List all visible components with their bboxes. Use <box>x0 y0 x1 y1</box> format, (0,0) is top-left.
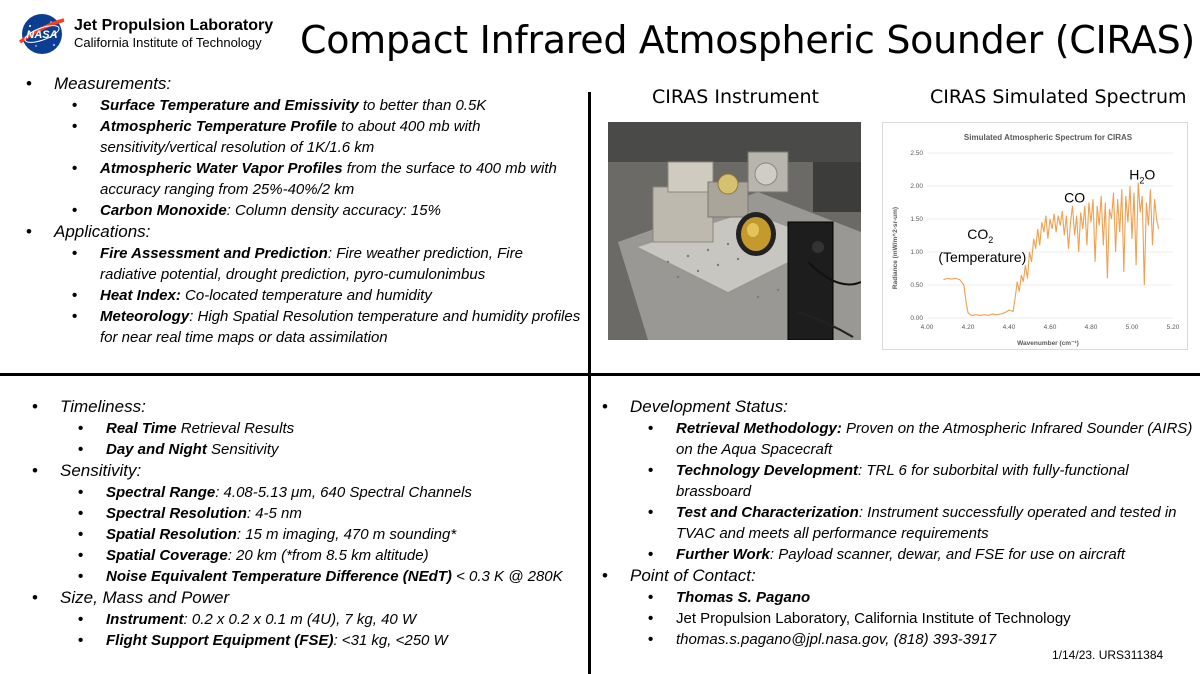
chart-title: Simulated Atmospheric Spectrum for CIRAS <box>963 133 1133 142</box>
list-item: • Test and Characterization: Instrument successfully operated and tested in TVAC and meets all performance requirements <box>602 502 1194 544</box>
list-item: • Retrieval Methodology: Proven on the Atmospheric Infrared Sounder (AIRS) on the Aqua Spacecraft <box>602 418 1194 460</box>
y-tick-label: 2.00 <box>910 183 923 190</box>
development-heading: • Development Status: <box>602 396 1194 418</box>
contact-affiliation: • Jet Propulsion Laboratory, California Institute of Technology <box>602 608 1194 629</box>
list-item: • Real Time Retrieval Results <box>32 418 582 439</box>
x-axis-label: Wavenumber (cm⁻¹) <box>1017 340 1079 347</box>
y-tick-label: 1.00 <box>910 249 923 256</box>
instrument-heading: CIRAS Instrument <box>652 86 819 108</box>
bottom-right-section <box>602 396 1194 650</box>
y-tick-label: 1.50 <box>910 216 923 223</box>
chart-annotation: $CO_2$ <box>967 225 994 245</box>
list-item: • Technology Development: TRL 6 for suborbital with fully-functional brassboard <box>602 460 1194 502</box>
list-item: • Fire Assessment and Prediction: Fire weather prediction, Fire radiative potential, drought prediction, pyro-cumulonimbus <box>26 243 582 285</box>
list-item: • Noise Equivalent Temperature Difference (NEdT) < 0.3 K @ 280K <box>32 566 582 587</box>
x-tick-label: 4.80 <box>1084 324 1098 331</box>
spectrum-chart <box>882 122 1188 350</box>
list-item: • Surface Temperature and Emissivity to better than 0.5K <box>26 95 582 116</box>
org-name: Jet Propulsion Laboratory <box>74 17 274 34</box>
x-tick-label: 4.40 <box>1002 324 1016 331</box>
top-left-section <box>26 73 582 348</box>
nasa-logo-text: NASA <box>26 29 58 41</box>
list-item: • Atmospheric Water Vapor Profiles from the surface to 400 mb with accuracy ranging from 25%-40%/2 km <box>26 158 582 200</box>
list-item: • Day and Night Sensitivity <box>32 439 582 460</box>
contact-name: • Thomas S. Pagano <box>602 587 1194 608</box>
y-tick-label: 2.50 <box>910 150 923 157</box>
applications-heading: • Applications: <box>26 221 582 243</box>
contact-heading: • Point of Contact: <box>602 565 1194 587</box>
x-tick-label: 5.20 <box>1166 324 1180 331</box>
x-tick-label: 4.60 <box>1043 324 1057 331</box>
y-tick-label: 0.50 <box>910 282 923 289</box>
sensitivity-heading: • Sensitivity: <box>32 460 582 482</box>
x-tick-label: 4.20 <box>961 324 975 331</box>
org-subtitle: California Institute of Technology <box>74 35 262 50</box>
list-item: • Atmospheric Temperature Profile to about 400 mb with sensitivity/vertical resolution of 1K/1.6 km <box>26 116 582 158</box>
measurements-heading: • Measurements: <box>26 73 582 95</box>
size-heading: • Size, Mass and Power <box>32 587 582 609</box>
spectrum-svg <box>883 123 1189 351</box>
timeliness-heading: • Timeliness: <box>32 396 582 418</box>
list-item: • Carbon Monoxide: Column density accuracy: 15% <box>26 200 582 221</box>
instrument-photo <box>608 122 861 340</box>
x-tick-label: 5.00 <box>1125 324 1139 331</box>
list-item: • Spectral Range: 4.08-5.13 μm, 640 Spectral Channels <box>32 482 582 503</box>
y-axis-label: Radiance (mW/m^2-sr-um) <box>892 206 899 290</box>
contact-email-phone[interactable]: • thomas.s.pagano@jpl.nasa.gov, (818) 393-3917 <box>602 629 1194 650</box>
instrument-illustration <box>608 122 861 340</box>
list-item: • Further Work: Payload scanner, dewar, and FSE for use on aircraft <box>602 544 1194 565</box>
list-item: • Flight Support Equipment (FSE): <31 kg, <250 W <box>32 630 582 651</box>
list-item: • Meteorology: High Spatial Resolution temperature and humidity profiles for near real time maps or data assimilation <box>26 306 582 348</box>
chart-annotation: CO <box>1064 189 1086 206</box>
list-item: • Spatial Resolution: 15 m imaging, 470 m sounding* <box>32 524 582 545</box>
chart-annotation: $H_2O$ <box>1129 166 1156 186</box>
chart-annotation: (Temperature) <box>938 248 1027 265</box>
list-item: • Spectral Resolution: 4-5 nm <box>32 503 582 524</box>
page-title: Compact Infrared Atmospheric Sounder (CIRAS) <box>300 18 1195 62</box>
list-item: • Instrument: 0.2 x 0.2 x 0.1 m (4U), 7 kg, 40 W <box>32 609 582 630</box>
footer-code: 1/14/23. URS311384 <box>1052 648 1164 662</box>
list-item: • Spatial Coverage: 20 km (*from 8.5 km altitude) <box>32 545 582 566</box>
y-tick-label: 0.00 <box>910 315 923 322</box>
list-item: • Heat Index: Co-located temperature and humidity <box>26 285 582 306</box>
vertical-divider <box>588 92 591 674</box>
nasa-logo-icon <box>16 12 68 56</box>
horizontal-divider <box>0 373 1200 376</box>
x-tick-label: 4.00 <box>920 324 934 331</box>
jpl-logo-block <box>16 12 273 56</box>
spectrum-heading: CIRAS Simulated Spectrum <box>930 86 1187 108</box>
bottom-left-section <box>32 396 582 651</box>
